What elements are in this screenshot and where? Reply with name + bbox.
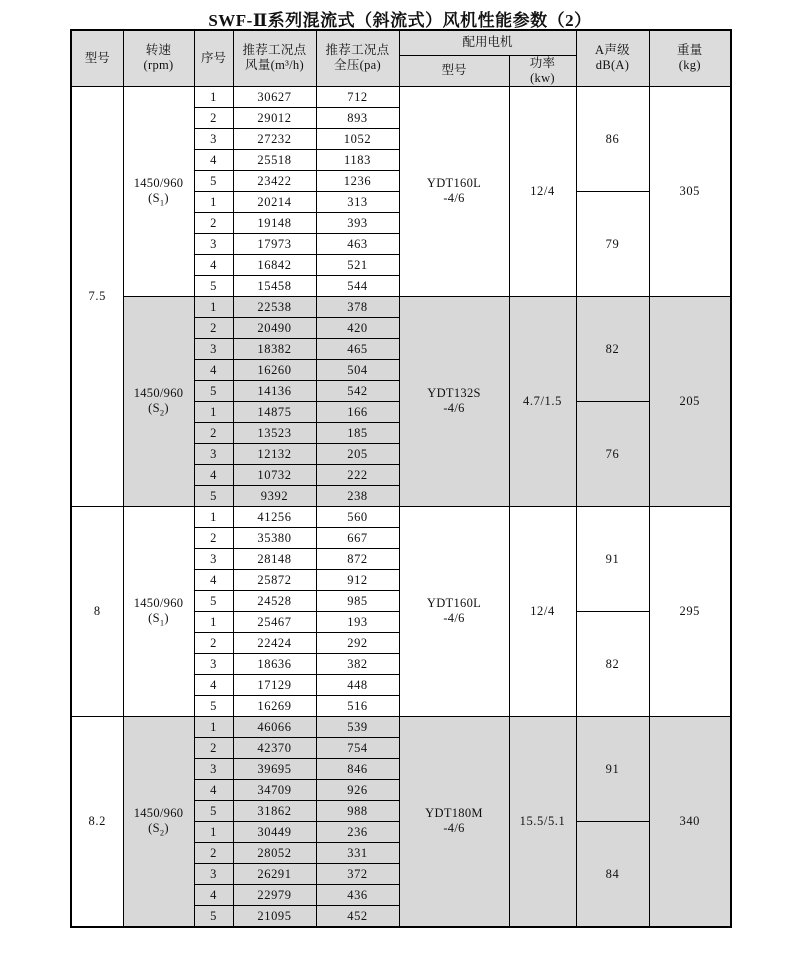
header-flow: 推荐工况点 风量(m³/h) [233, 30, 316, 86]
table-row [71, 506, 731, 527]
seq-cell: 1 [194, 86, 233, 107]
flow-cell: 19148 [233, 212, 316, 233]
seq-cell: 2 [194, 107, 233, 128]
flow-cell: 25872 [233, 569, 316, 590]
noise-low-cell: 84 [576, 821, 649, 927]
flow-cell: 46066 [233, 716, 316, 737]
seq-cell: 2 [194, 527, 233, 548]
model-cell: 8 [71, 506, 123, 716]
pressure-cell: 193 [316, 611, 399, 632]
flow-cell: 21095 [233, 905, 316, 927]
header-pressure: 推荐工况点 全压(pa) [316, 30, 399, 86]
flow-cell: 22424 [233, 632, 316, 653]
seq-cell: 1 [194, 191, 233, 212]
pressure-cell: 516 [316, 695, 399, 716]
flow-cell: 12132 [233, 443, 316, 464]
flow-cell: 18382 [233, 338, 316, 359]
header-motor-model: 型号 [399, 55, 509, 86]
pressure-cell: 1183 [316, 149, 399, 170]
seq-cell: 5 [194, 170, 233, 191]
header-model: 型号 [71, 30, 123, 86]
seq-cell: 1 [194, 611, 233, 632]
seq-cell: 5 [194, 485, 233, 506]
seq-cell: 1 [194, 821, 233, 842]
power-cell: 12/4 [509, 506, 576, 716]
header-seq: 序号 [194, 30, 233, 86]
seq-cell: 5 [194, 905, 233, 927]
pressure-cell: 1236 [316, 170, 399, 191]
flow-cell: 16269 [233, 695, 316, 716]
flow-cell: 28148 [233, 548, 316, 569]
pressure-cell: 331 [316, 842, 399, 863]
flow-cell: 17973 [233, 233, 316, 254]
flow-cell: 20490 [233, 317, 316, 338]
power-cell: 15.5/5.1 [509, 716, 576, 927]
weight-cell: 205 [649, 296, 731, 506]
speed-cell [123, 86, 194, 296]
pressure-cell: 436 [316, 884, 399, 905]
pressure-cell: 504 [316, 359, 399, 380]
seq-cell: 4 [194, 779, 233, 800]
seq-cell: 3 [194, 443, 233, 464]
seq-cell: 4 [194, 359, 233, 380]
seq-cell: 5 [194, 800, 233, 821]
noise-low-cell: 82 [576, 611, 649, 716]
seq-cell: 2 [194, 422, 233, 443]
table-header [71, 30, 731, 86]
model-cell: 7.5 [71, 86, 123, 506]
weight-cell: 340 [649, 716, 731, 927]
pressure-cell: 465 [316, 338, 399, 359]
pressure-cell: 542 [316, 380, 399, 401]
flow-cell: 9392 [233, 485, 316, 506]
flow-cell: 30627 [233, 86, 316, 107]
pressure-cell: 452 [316, 905, 399, 927]
flow-cell: 25467 [233, 611, 316, 632]
flow-cell: 18636 [233, 653, 316, 674]
model-cell: 8.2 [71, 716, 123, 927]
seq-cell: 1 [194, 296, 233, 317]
flow-cell: 31862 [233, 800, 316, 821]
header-motor-group: 配用电机 [399, 30, 576, 55]
seq-cell: 4 [194, 149, 233, 170]
pressure-cell: 205 [316, 443, 399, 464]
seq-cell: 3 [194, 548, 233, 569]
pressure-cell: 544 [316, 275, 399, 296]
series-label: $(S_1)$ [148, 191, 169, 208]
series-label: $(S_2)$ [148, 401, 169, 418]
pressure-cell: 893 [316, 107, 399, 128]
seq-cell: 3 [194, 653, 233, 674]
speed-cell [123, 506, 194, 716]
seq-cell: 5 [194, 590, 233, 611]
flow-cell: 28052 [233, 842, 316, 863]
seq-cell: 2 [194, 737, 233, 758]
motor-model-cell: YDT132S -4/6 [399, 296, 509, 506]
pressure-cell: 372 [316, 863, 399, 884]
speed-value: 1450/960 [133, 386, 184, 400]
flow-cell: 14875 [233, 401, 316, 422]
weight-cell: 295 [649, 506, 731, 716]
page-title: SWF-Ⅱ系列混流式（斜流式）风机性能参数（2） [208, 11, 592, 30]
table-body [71, 86, 731, 927]
pressure-cell: 166 [316, 401, 399, 422]
pressure-cell: 448 [316, 674, 399, 695]
noise-high-cell: 91 [576, 506, 649, 611]
speed-cell [123, 716, 194, 927]
seq-cell: 3 [194, 863, 233, 884]
seq-cell: 1 [194, 401, 233, 422]
series-label: $(S_2)$ [148, 821, 169, 838]
pressure-cell: 926 [316, 779, 399, 800]
pressure-cell: 393 [316, 212, 399, 233]
seq-cell: 5 [194, 275, 233, 296]
pressure-cell: 382 [316, 653, 399, 674]
pressure-cell: 292 [316, 632, 399, 653]
pressure-cell: 1052 [316, 128, 399, 149]
seq-cell: 4 [194, 254, 233, 275]
header-weight: 重量 (kg) [649, 30, 731, 86]
flow-cell: 24528 [233, 590, 316, 611]
motor-model-cell: YDT160L -4/6 [399, 506, 509, 716]
pressure-cell: 313 [316, 191, 399, 212]
flow-cell: 30449 [233, 821, 316, 842]
flow-cell: 27232 [233, 128, 316, 149]
flow-cell: 10732 [233, 464, 316, 485]
pressure-cell: 985 [316, 590, 399, 611]
header-power: 功率 (kw) [509, 55, 576, 86]
noise-low-cell: 79 [576, 191, 649, 296]
motor-model-cell: YDT160L -4/6 [399, 86, 509, 296]
seq-cell: 4 [194, 674, 233, 695]
speed-cell [123, 296, 194, 506]
header-speed: 转速 (rpm) [123, 30, 194, 86]
pressure-cell: 238 [316, 485, 399, 506]
flow-cell: 22538 [233, 296, 316, 317]
seq-cell: 3 [194, 338, 233, 359]
flow-cell: 16260 [233, 359, 316, 380]
noise-high-cell: 91 [576, 716, 649, 821]
pressure-cell: 463 [316, 233, 399, 254]
seq-cell: 1 [194, 506, 233, 527]
pressure-cell: 222 [316, 464, 399, 485]
flow-cell: 34709 [233, 779, 316, 800]
pressure-cell: 667 [316, 527, 399, 548]
seq-cell: 5 [194, 695, 233, 716]
flow-cell: 35380 [233, 527, 316, 548]
pressure-cell: 712 [316, 86, 399, 107]
power-cell: 12/4 [509, 86, 576, 296]
pressure-cell: 236 [316, 821, 399, 842]
pressure-cell: 560 [316, 506, 399, 527]
pressure-cell: 846 [316, 758, 399, 779]
flow-cell: 23422 [233, 170, 316, 191]
table-row [71, 296, 731, 317]
fan-performance-table [70, 29, 732, 928]
series-label: $(S_1)$ [148, 611, 169, 628]
seq-cell: 2 [194, 842, 233, 863]
flow-cell: 22979 [233, 884, 316, 905]
table-row [71, 86, 731, 107]
pressure-cell: 912 [316, 569, 399, 590]
weight-cell: 305 [649, 86, 731, 296]
flow-cell: 41256 [233, 506, 316, 527]
seq-cell: 2 [194, 317, 233, 338]
flow-cell: 16842 [233, 254, 316, 275]
pressure-cell: 539 [316, 716, 399, 737]
motor-model-cell: YDT180M -4/6 [399, 716, 509, 927]
noise-low-cell: 76 [576, 401, 649, 506]
seq-cell: 1 [194, 716, 233, 737]
seq-cell: 3 [194, 128, 233, 149]
flow-cell: 17129 [233, 674, 316, 695]
flow-cell: 25518 [233, 149, 316, 170]
power-cell: 4.7/1.5 [509, 296, 576, 506]
seq-cell: 3 [194, 233, 233, 254]
flow-cell: 29012 [233, 107, 316, 128]
seq-cell: 4 [194, 569, 233, 590]
pressure-cell: 185 [316, 422, 399, 443]
seq-cell: 5 [194, 380, 233, 401]
seq-cell: 3 [194, 758, 233, 779]
flow-cell: 39695 [233, 758, 316, 779]
speed-value: 1450/960 [133, 596, 184, 610]
pressure-cell: 378 [316, 296, 399, 317]
seq-cell: 2 [194, 212, 233, 233]
speed-value: 1450/960 [133, 176, 184, 190]
pressure-cell: 872 [316, 548, 399, 569]
noise-high-cell: 82 [576, 296, 649, 401]
flow-cell: 20214 [233, 191, 316, 212]
header-noise: A声级 dB(A) [576, 30, 649, 86]
pressure-cell: 420 [316, 317, 399, 338]
table-row [71, 716, 731, 737]
flow-cell: 14136 [233, 380, 316, 401]
pressure-cell: 988 [316, 800, 399, 821]
pressure-cell: 754 [316, 737, 399, 758]
flow-cell: 13523 [233, 422, 316, 443]
flow-cell: 15458 [233, 275, 316, 296]
seq-cell: 4 [194, 884, 233, 905]
seq-cell: 2 [194, 632, 233, 653]
flow-cell: 42370 [233, 737, 316, 758]
noise-high-cell: 86 [576, 86, 649, 191]
seq-cell: 4 [194, 464, 233, 485]
pressure-cell: 521 [316, 254, 399, 275]
flow-cell: 26291 [233, 863, 316, 884]
speed-value: 1450/960 [133, 806, 184, 820]
